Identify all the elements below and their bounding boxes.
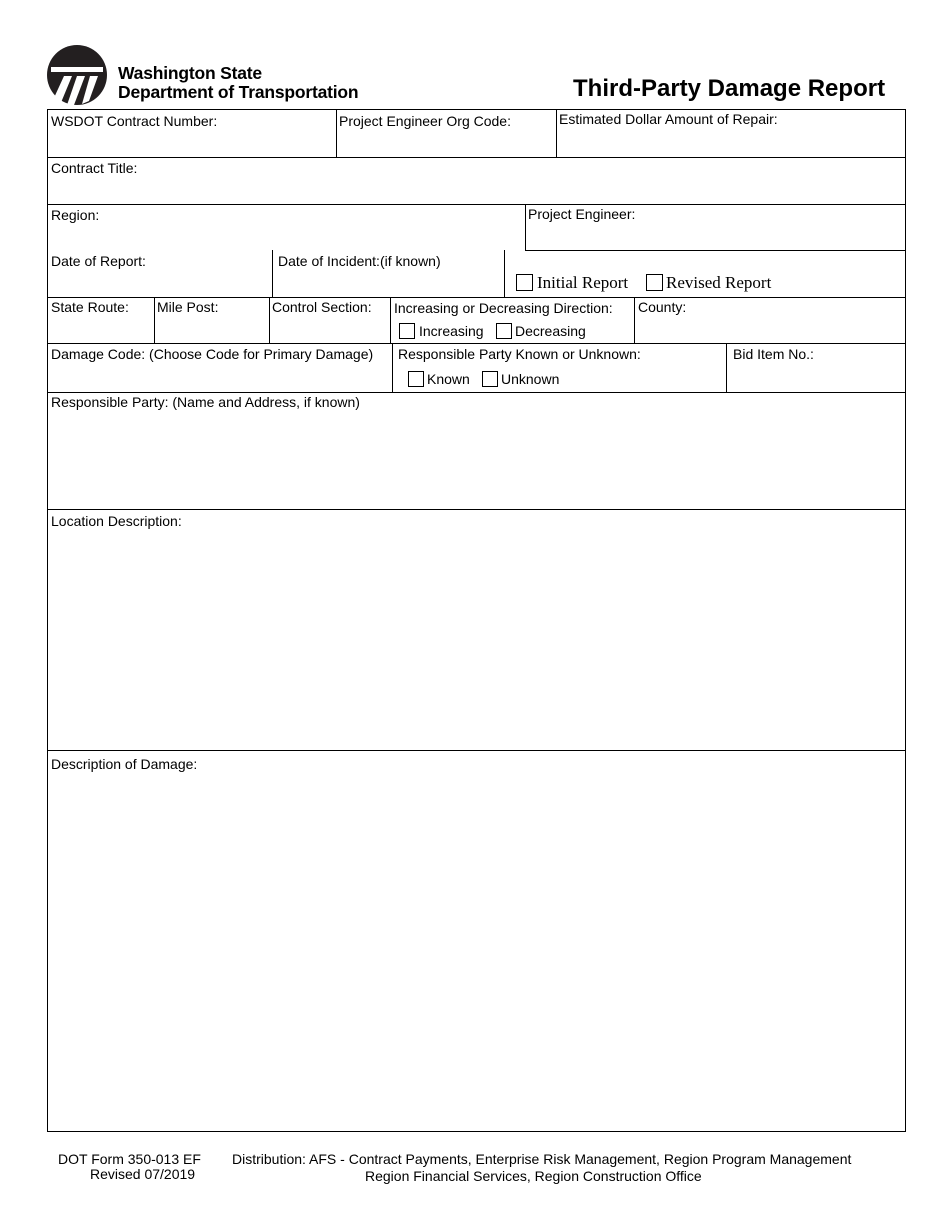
revision-date: Revised 07/2019 [90, 1166, 196, 1182]
column-divider [504, 250, 505, 297]
bid-item-label: Bid Item No.: [733, 346, 814, 362]
responsible-party-label: Responsible Party: (Name and Address, if known) [51, 394, 360, 410]
row-divider [525, 250, 906, 251]
increasing-label[interactable]: Increasing [419, 323, 484, 339]
revised-report-checkbox[interactable] [646, 274, 663, 291]
agency-line-1: Washington State [118, 63, 262, 83]
mile-post-label: Mile Post: [157, 299, 219, 315]
wsdot-logo [47, 45, 107, 105]
distribution-line-1: Distribution: AFS - Contract Payments, Enterprise Risk Management, Region Program Management [232, 1151, 852, 1167]
damage-description-label: Description of Damage: [51, 756, 198, 772]
estimated-amount-label: Estimated Dollar Amount of Repair: [559, 111, 778, 127]
responsible-known-label: Responsible Party Known or Unknown: [398, 346, 641, 362]
initial-report-label[interactable]: Initial Report [537, 273, 629, 292]
control-section-label: Control Section: [272, 299, 372, 315]
decreasing-label[interactable]: Decreasing [515, 323, 586, 339]
form-title: Third-Party Damage Report [573, 75, 886, 102]
county-label: County: [638, 299, 687, 315]
initial-report-checkbox[interactable] [516, 274, 533, 291]
distribution-line-2: Region Financial Services, Region Construction Office [365, 1168, 702, 1184]
increasing-checkbox[interactable] [399, 323, 415, 339]
date-of-report-label: Date of Report: [51, 253, 146, 269]
column-divider [392, 343, 393, 392]
region-label: Region: [51, 207, 100, 223]
known-label[interactable]: Known [427, 371, 470, 387]
contract-title-label: Contract Title: [51, 160, 138, 176]
contract-title-field[interactable] [48, 158, 905, 204]
agency-name [118, 64, 358, 102]
known-checkbox[interactable] [408, 371, 424, 387]
org-code-label: Project Engineer Org Code: [339, 113, 511, 129]
location-description-field[interactable] [48, 510, 905, 750]
location-description-label: Location Description: [51, 513, 182, 529]
state-route-label: State Route: [51, 299, 129, 315]
direction-label: Increasing or Decreasing Direction: [394, 300, 613, 316]
region-field[interactable] [48, 205, 525, 250]
responsible-party-field[interactable] [48, 393, 905, 509]
agency-line-2: Department of Transportation [118, 82, 359, 102]
column-divider [390, 297, 391, 343]
unknown-checkbox[interactable] [482, 371, 498, 387]
damage-description-field[interactable] [48, 751, 905, 1131]
project-engineer-label: Project Engineer: [528, 206, 636, 222]
decreasing-checkbox[interactable] [496, 323, 512, 339]
date-of-incident-label: Date of Incident:(if known) [278, 253, 441, 269]
revised-report-label[interactable]: Revised Report [666, 273, 772, 292]
contract-number-label: WSDOT Contract Number: [51, 113, 218, 129]
unknown-label[interactable]: Unknown [501, 371, 560, 387]
damage-code-label: Damage Code: (Choose Code for Primary Damage) [51, 346, 374, 362]
form-number: DOT Form 350-013 EF [58, 1151, 201, 1167]
